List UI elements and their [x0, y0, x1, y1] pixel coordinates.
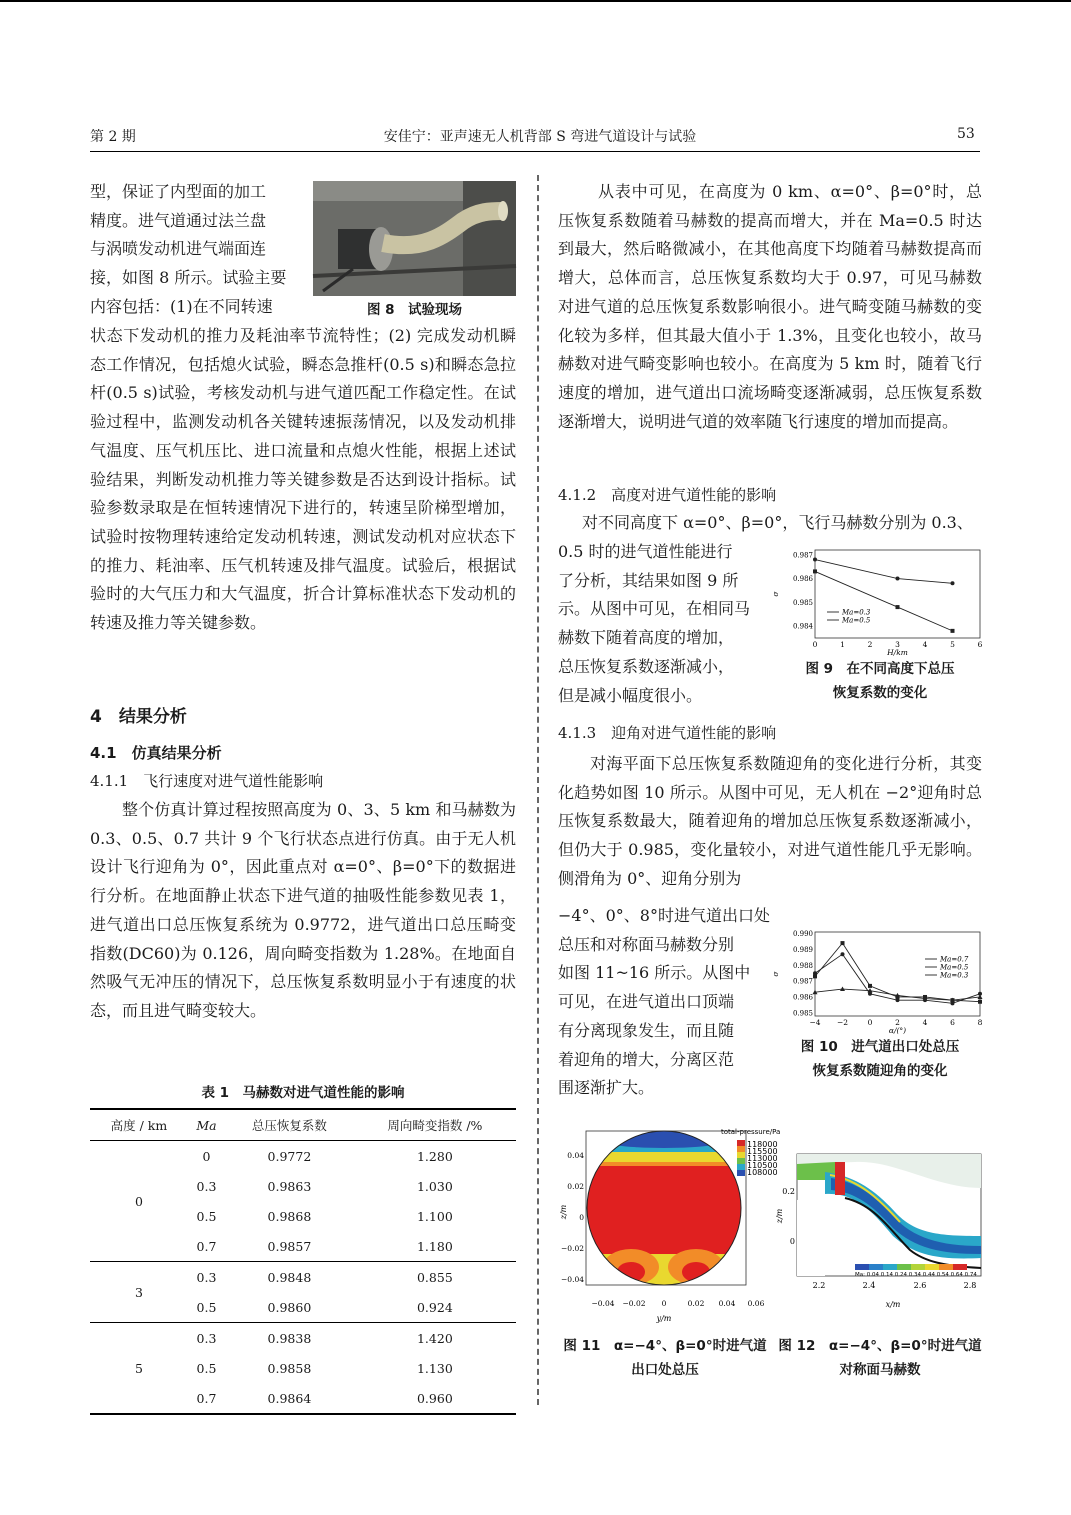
text-line: 精度。进气道通过法兰盘 [90, 210, 267, 230]
cell-mach: 0.3 [196, 1269, 217, 1285]
section-4-heading: 4 结果分析 [90, 707, 187, 727]
table-row [90, 1262, 516, 1293]
th-recovery: 总压恢复系数 [225, 1109, 354, 1141]
y-tick: 0.2 [782, 1187, 795, 1196]
fig11-caption [556, 1334, 774, 1382]
legend-swatch [737, 1146, 745, 1152]
th-altitude: 高度 / km [90, 1109, 188, 1141]
cell-distortion: 1.100 [416, 1208, 453, 1224]
x-tick-label: 2 [895, 1018, 900, 1027]
caption-line: 图 12 α=−4°、β=0°时进气道 [778, 1338, 982, 1354]
right-paragraph-1: 从表中可见，在高度为 0 km、α=0°、β=0°时，总压恢复系数随着马赫数的提高而增大，并在 Ma=0.5 时达到最大，然后略微减小，在其他高度下均随着马赫数提高而增大，总体而言，总压恢复系数均大于 0.97，可见马赫数对进气道的总压恢复系数影响很小。进气畸变随马赫数的变化较为多样，但其最大值小于 1.3%，且变化也较小，故马赫数对进气畸变影响也较小。在高度为 5 km 时，随着飞行速度的增加，进气道出口流场畸变逐渐减弱，总压恢复系数逐渐增大，说明进气道的效率随飞行速度的增加而提高。 [558, 182, 982, 431]
right-paragraph-2-wrap [558, 538, 773, 710]
data-point [951, 629, 955, 633]
legend-value: 110500 [747, 1161, 778, 1170]
x-tick: 2.4 [862, 1281, 876, 1290]
cell-distortion: 1.420 [416, 1330, 453, 1346]
x-tick: 0 [661, 1299, 667, 1308]
x-tick-label: 5 [950, 640, 955, 649]
cell-distortion: 0.855 [416, 1269, 453, 1285]
text-line: 总压恢复系数逐渐减小， [558, 656, 735, 676]
y-tick: −0.02 [561, 1244, 584, 1253]
x-tick-label: 8 [977, 1018, 983, 1027]
y-tick-label: 0.984 [792, 622, 813, 631]
plot-frame [815, 550, 980, 638]
series-line [815, 560, 953, 584]
y-tick: 0 [789, 1237, 795, 1246]
text-line: 如图 11~16 所示。从图中 [558, 963, 751, 983]
y-tick-label: 0.985 [792, 1009, 813, 1018]
y-tick-label: 0.988 [792, 961, 813, 970]
test-site-photo [313, 181, 516, 296]
y-tick-label: 0.990 [792, 930, 813, 939]
fig11-title: total-pressure/Pa [721, 1128, 781, 1136]
cell-mach: 0.7 [188, 1383, 225, 1414]
caption-line: 图 10 进气道出口处总压 [800, 1039, 960, 1055]
legend-swatch [737, 1170, 745, 1176]
text-line: 0.5 时的进气道性能进行 [558, 542, 733, 561]
fig11-contour [556, 1122, 781, 1332]
text-line: 着迎角的增大，分离区范 [558, 1049, 735, 1069]
left-paragraph-2: 整个仿真计算过程按照高度为 0、3、5 km 和马赫数为 0.3、0.5、0.7 共计 9 个飞行状态点进行仿真。由于无人机设计飞行迎角为 0°，因此重点对 α=0°、β=0°下的数据进行分析。在地面静止状态下进气道的抽吸性能参数见表 1，进气道出口总压恢复系统为 0.9772，进气道出口总压畸变指数(DC60)为 0.126，周向畸变指数为 1.28%。在地面自然吸气无冲压的情况下，总压恢复系数明显小于有速度的状态，而且进气畸变较大。 [90, 800, 516, 1020]
y-axis-label: σ [771, 591, 780, 597]
x-axis-label: H/km [887, 648, 908, 657]
table-1 [90, 1108, 516, 1415]
text-line: 围逐渐扩大。 [558, 1078, 655, 1098]
legend-swatch [737, 1140, 745, 1146]
legend-value: 108000 [747, 1168, 778, 1177]
data-point [978, 1000, 982, 1004]
cell-recovery: 0.9864 [225, 1383, 354, 1414]
x-tick-label: 1 [840, 640, 845, 649]
fig9-caption [780, 657, 980, 705]
fig11-ylabel: z/m [559, 1204, 568, 1220]
text-line: 了分析，其结果如图 9 所 [558, 570, 739, 590]
cell-mach: 0.5 [196, 1208, 217, 1224]
section-4-1-heading: 4.1 仿真结果分析 [90, 744, 222, 762]
text-line: 内容包括：(1)在不同转速 [90, 296, 273, 316]
cell-distortion: 1.130 [416, 1360, 453, 1376]
x-tick: −0.04 [591, 1299, 615, 1308]
fig12-contour [775, 1150, 985, 1315]
data-point [813, 971, 817, 975]
x-tick: 2.2 [812, 1281, 826, 1290]
legend-swatch [737, 1152, 745, 1158]
data-point [868, 984, 872, 988]
caption-line: 恢复系数的变化 [832, 685, 928, 701]
x-tick-label: 2 [867, 640, 873, 649]
caption-line: 恢复系数随迎角的变化 [812, 1063, 948, 1079]
x-tick: 2.8 [963, 1281, 977, 1290]
legend-swatch [737, 1158, 745, 1164]
fig12-xlabel: x/m [885, 1300, 901, 1309]
cell-distortion: 0.924 [354, 1292, 516, 1323]
series-line [815, 571, 953, 630]
cell-distortion: 0.960 [354, 1383, 516, 1414]
right-paragraph-2-first: 对不同高度下 α=0°、β=0°，飞行马赫数分别为 0.3、 [582, 513, 973, 532]
x-tick: 0.06 [747, 1299, 765, 1308]
section-4-1-2-heading: 4.1.2 高度对进气道性能的影响 [558, 486, 777, 504]
cell-recovery: 0.9860 [225, 1292, 354, 1323]
cell-recovery: 0.9772 [267, 1148, 312, 1164]
y-tick: 0.02 [567, 1182, 584, 1191]
y-tick-label: 0.986 [792, 993, 813, 1002]
cell-recovery: 0.9863 [267, 1178, 312, 1194]
data-point [813, 569, 817, 573]
y-tick: −0.04 [561, 1275, 584, 1284]
right-paragraph-3-wrap [558, 902, 773, 1103]
text-line: 总压和对称面马赫数分别 [558, 934, 735, 954]
legend-value: 113000 [747, 1154, 778, 1163]
x-tick: 0.04 [718, 1299, 736, 1308]
x-tick-label: 4 [922, 1018, 928, 1027]
section-4-1-1-heading: 4.1.1 飞行速度对进气道性能影响 [90, 772, 324, 790]
fig12-ylabel: z/m [775, 1208, 784, 1224]
cell-mach: 0.3 [196, 1330, 217, 1346]
text-line: 接，如图 8 所示。试验主要 [90, 268, 287, 288]
text-line: 有分离现象发生，而且随 [558, 1020, 735, 1040]
running-title: 安佳宁：亚声速无人机背部 S 弯进气道设计与试验 [383, 129, 697, 145]
x-tick: 0.02 [687, 1299, 705, 1308]
data-point [841, 952, 845, 956]
text-line: 示。从图中可见，在相同马 [558, 599, 751, 619]
fig10-chart [771, 926, 985, 1036]
y-tick-label: 0.986 [792, 575, 813, 584]
legend-value: 115500 [747, 1147, 778, 1156]
top-rule [0, 0, 1071, 2]
cell-altitude: 5 [90, 1323, 188, 1415]
legend-label: Ma=0.5 [940, 963, 969, 972]
data-point [896, 577, 900, 581]
x-tick: −0.02 [622, 1299, 646, 1308]
text-line: 与涡喷发动机进气端面连 [90, 239, 267, 259]
y-tick: 0 [579, 1213, 584, 1222]
issue-number: 第 2 期 [90, 129, 136, 145]
legend-label: Ma=0.3 [940, 971, 969, 980]
x-tick-label: −2 [836, 1018, 849, 1027]
legend-label: Ma=0.7 [940, 955, 969, 964]
cell-mach: 0.3 [196, 1178, 217, 1194]
caption-line: 图 11 α=−4°、β=0°时进气道 [563, 1338, 767, 1354]
table-header-row [90, 1109, 516, 1141]
text-line: 但是减小幅度很小。 [558, 685, 703, 705]
cell-altitude: 3 [90, 1262, 188, 1323]
cell-distortion: 1.180 [354, 1231, 516, 1262]
data-point [841, 941, 845, 945]
legend-label: Ma=0.3 [842, 608, 871, 617]
x-tick-label: 6 [950, 1018, 955, 1027]
page-number: 53 [957, 126, 975, 142]
x-tick-label: 0 [812, 640, 818, 649]
cell-recovery: 0.9868 [267, 1208, 312, 1224]
data-point [896, 605, 900, 609]
caption-line: 出口处总压 [631, 1362, 699, 1378]
x-axis-label: α/(°) [888, 1026, 907, 1035]
th-distortion: 周向畸变指数 /% [354, 1109, 516, 1141]
text-line: 可见，在进气道出口顶端 [558, 992, 735, 1012]
text-line: −4°、0°、8°时进气道出口处 [558, 906, 770, 925]
table-row [90, 1141, 516, 1172]
header-rule [90, 151, 980, 152]
fig11-xlabel: y/m [656, 1314, 672, 1323]
cell-recovery: 0.9838 [267, 1330, 312, 1346]
legend-swatch [737, 1164, 745, 1170]
right-paragraph-3: 对海平面下总压恢复系数随迎角的变化进行分析，其变化趋势如图 10 所示。从图中可见，无人机在 −2°迎角时总压恢复系数最大，随着迎角的增加总压恢复系数逐渐减小，但仍大于 0.985，变化量较小，对进气道性能几乎无影响。侧滑角为 0°、迎角分别为 [558, 754, 982, 888]
y-tick-label: 0.985 [792, 598, 813, 607]
text-line: 型，保证了内型面的加工 [90, 182, 267, 201]
fig8-caption: 图 8 试验现场 [366, 302, 463, 318]
fig9-chart [771, 540, 985, 657]
fig12-colorbar-labels: Ma: 0.04 0.14 0.24 0.34 0.44 0.54 0.64 0.74 [855, 1272, 977, 1278]
cell-mach: 0.5 [188, 1292, 225, 1323]
table-row [90, 1323, 516, 1354]
cell-mach: 0 [202, 1148, 211, 1164]
y-tick-label: 0.987 [792, 551, 813, 560]
data-point [813, 558, 817, 562]
section-4-1-3-heading: 4.1.3 迎角对进气道性能的影响 [558, 724, 777, 742]
legend-value: 118000 [747, 1140, 778, 1149]
data-point [896, 998, 900, 1002]
th-mach: Ma [188, 1109, 225, 1141]
x-tick-label: 4 [922, 640, 928, 649]
cell-distortion: 1.280 [416, 1148, 453, 1164]
cell-recovery: 0.9848 [267, 1269, 312, 1285]
table1-caption: 表 1 马赫数对进气道性能的影响 [201, 1085, 405, 1101]
cell-recovery: 0.9857 [225, 1231, 354, 1262]
x-tick-label: 6 [977, 640, 983, 649]
cell-mach: 0.5 [196, 1360, 217, 1376]
y-tick-label: 0.989 [792, 945, 813, 954]
fig12-colorbar [855, 1264, 967, 1270]
fig12-caption [775, 1334, 985, 1382]
y-axis-label: σ [771, 971, 780, 977]
left-wrap-text [90, 178, 305, 322]
data-point [951, 581, 955, 585]
x-tick-label: 0 [867, 1018, 873, 1027]
y-tick-label: 0.987 [792, 977, 813, 986]
left-paragraph-1: 状态下发动机的推力及耗油率节流特性；(2) 完成发动机瞬态工作情况，包括熄火试验，瞬态急推杆(0.5 s)和瞬态急拉杆(0.5 s)试验，考核发动机与进气道匹配工作稳定性。在试验过程中，监测发动机各关键转速振荡情况，以及发动机排气温度、压气机压比、进口流量和点熄火性能，根据上述试验结果，判断发动机推力等关键参数是否达到设计指标。试验参数录取是在恒转速情况下进行的，转速呈阶梯型增加，试验时按物理转速给定发动机转速，测试发动机对应状态下的推力、耗油率、压气机转速及排气温度。试验后，根据试验时的大气压力和大气温度，折合计算标准状态下发动机的转速及推力等关键参数。 [90, 326, 516, 633]
y-tick: 0.04 [567, 1151, 584, 1160]
caption-line: 图 9 在不同高度下总压 [805, 661, 955, 677]
cell-altitude: 0 [90, 1141, 188, 1262]
x-tick-label: 3 [895, 640, 900, 649]
column-divider [537, 175, 539, 1405]
x-tick: 2.6 [913, 1281, 927, 1290]
legend-label: Ma=0.5 [842, 616, 871, 625]
x-tick-label: −4 [809, 1018, 821, 1027]
caption-line: 对称面马赫数 [839, 1362, 921, 1378]
fig10-caption [780, 1035, 980, 1083]
cell-recovery: 0.9858 [267, 1360, 312, 1376]
text-line: 赫数下随着高度的增加， [558, 628, 735, 648]
cell-distortion: 1.030 [416, 1178, 453, 1194]
cell-mach: 0.7 [188, 1231, 225, 1262]
